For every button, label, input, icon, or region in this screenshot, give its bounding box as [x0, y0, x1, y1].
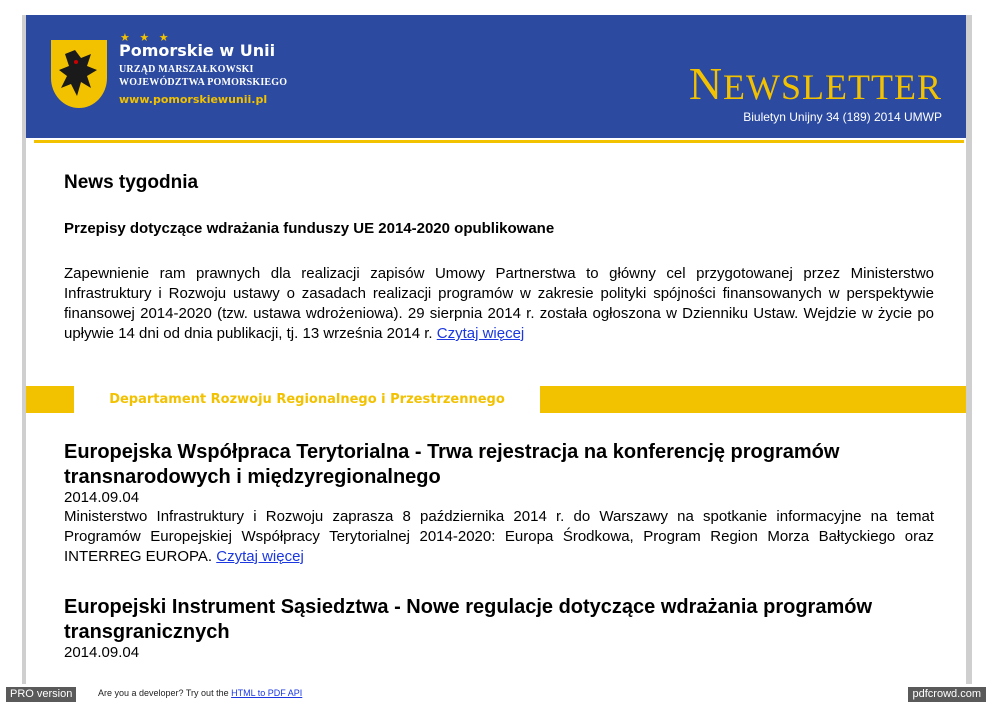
news-heading: News tygodnia [64, 172, 199, 193]
department-label: Departament Rozwoju Regionalnego i Przestrzennego [74, 386, 540, 413]
newsletter-initial: N [688, 58, 724, 109]
pdfcrowd-brand[interactable]: pdfcrowd.com [908, 687, 986, 702]
logo-title: Pomorskie w Unii [119, 41, 276, 60]
developer-promo [98, 688, 302, 698]
news-read-more-link[interactable]: Czytaj więcej [436, 325, 525, 342]
article-title: Europejski Instrument Sąsiedztwa - Nowe regulacje dotyczące wdrażania programów transgranicznych [64, 596, 872, 643]
article-date: 2014.09.04 [64, 644, 140, 661]
pdf-footer [0, 684, 992, 704]
header-divider [34, 140, 964, 143]
article-title: Europejska Współpraca Terytorialna - Trwa rejestracja na konferencję programów transnarodowych i międzyregionalnego [64, 441, 840, 488]
department-bar [26, 386, 966, 413]
newsletter-wordmark [688, 58, 942, 109]
news-text: Zapewnienie ram prawnych dla realizacji zapisów Umowy Partnerstwa to główny cel przygotowanej przez Ministerstwo Infrastruktury i Rozwoju ustawy o zasadach realizacji programów w zakresie polityki spójności finansowanych w perspektywie finansowej 2014-2020 (tzw. ustawa wdrożeniowa). 29 sierpnia 2014 r. została ogłoszona w Dzienniku Ustaw. Wejdzie w życie po upływie 14 dni od dnia publikacji, tj. 13 września 2014 r. [64, 265, 934, 342]
logo-url: www.pomorskiewunii.pl [119, 93, 268, 106]
article-date: 2014.09.04 [64, 489, 140, 506]
griffin-crest-icon [51, 40, 107, 108]
logo-office-line1: URZĄD MARSZAŁKOWSKI [119, 64, 254, 75]
developer-promo-text: Are you a developer? Try out the [98, 688, 232, 698]
newsletter-page [22, 15, 972, 685]
logo-stars: ★ ★ ★ [120, 31, 172, 44]
newsletter-header [26, 15, 966, 138]
news-title: Przepisy dotyczące wdrażania funduszy UE 2014-2020 opublikowane [64, 220, 555, 237]
newsletter-rest: EWSLETTER [723, 67, 942, 107]
article-body [64, 507, 934, 567]
article-read-more-link[interactable]: Czytaj więcej [216, 548, 304, 565]
html-to-pdf-api-link[interactable]: HTML to PDF API [231, 688, 303, 698]
pro-version-badge[interactable]: PRO version [6, 687, 76, 702]
bulletin-issue: Biuletyn Unijny 34 (189) 2014 UMWP [743, 110, 942, 124]
article-text: Ministerstwo Infrastruktury i Rozwoju zaprasza 8 października 2014 r. do Warszawy na spotkanie informacyjne na temat Programów Europejskiej Współpracy Terytorialnej 2014-2020: Europa Środkowa, Program Region Morza Bałtyckiego oraz INTERREG EUROPA. [64, 508, 934, 565]
logo-office-line2: WOJEWÓDZTWA POMORSKIEGO [119, 77, 288, 88]
news-body [64, 264, 934, 344]
